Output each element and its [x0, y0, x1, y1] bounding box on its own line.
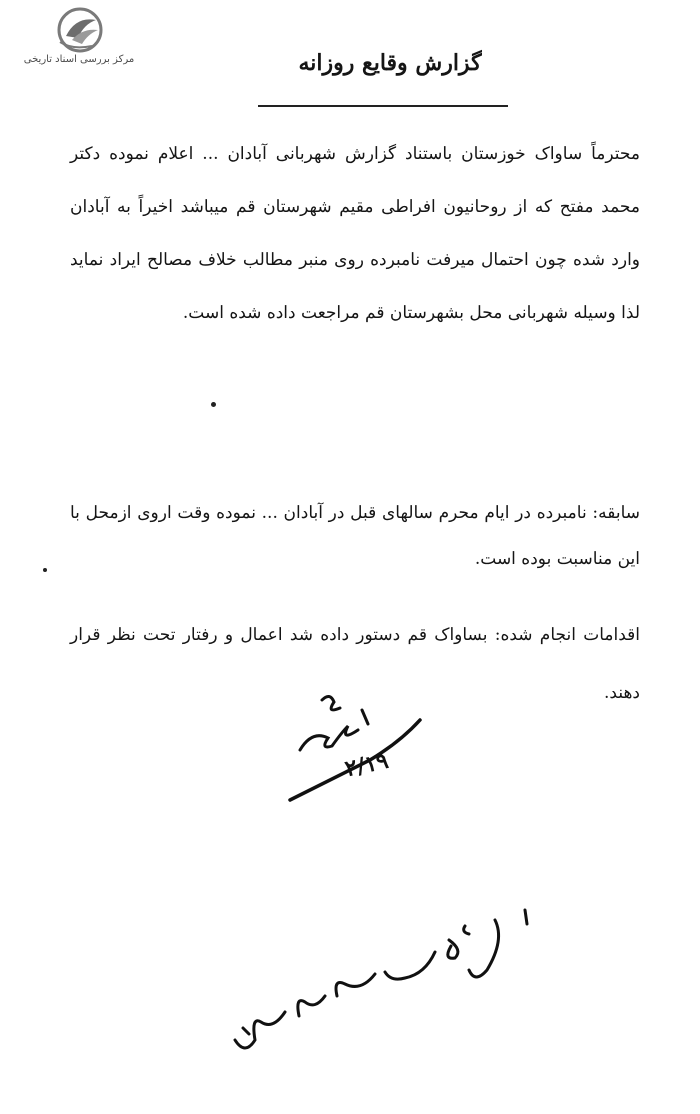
handwritten-annotation: [225, 900, 545, 1060]
archive-emblem-icon: [52, 6, 108, 54]
ink-mark: [43, 568, 47, 572]
background-paragraph: سابقه: نامبرده در ایام محرم سالهای قبل در آبادان ... نموده وقت اروی ازمحل با این مناسبت بوده است.: [70, 503, 640, 569]
archive-logo: [14, 6, 144, 76]
document-title: گزارش وقایع روزانه: [298, 50, 482, 76]
title-underline: [258, 105, 508, 107]
signature-date: ۲/۱۹: [342, 747, 391, 783]
archive-logo-text: مرکز بررسی اسناد تاریخی: [23, 54, 135, 65]
actions-paragraph: اقدامات انجام شده: بساواک قم دستور داده شد اعمال و رفتار تحت نظر قرار دهند.: [70, 625, 640, 703]
ink-mark: [211, 402, 216, 407]
handwritten-signature: [270, 680, 430, 810]
report-paragraph: محترماً ساواک خوزستان باستناد گزارش شهربانی آبادان ... اعلام نموده دکتر محمد مفتح که از روحانیون افراطی مقیم شهرستان قم میباشد اخیراً به آبادان وارد شده چون احتمال میرفت نامبرده روی منبر مطالب خلاف مصالح ایراد نماید لذا وسیله شهربانی محل بشهرستان قم مراجعت داده شده است.: [70, 144, 640, 323]
